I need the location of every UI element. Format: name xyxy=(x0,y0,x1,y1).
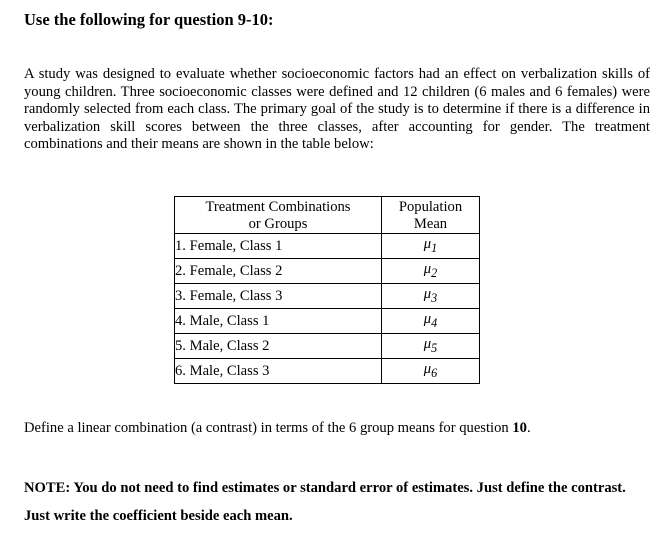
mean-cell xyxy=(382,284,480,309)
header-left-line1: Treatment Combinations xyxy=(205,199,351,215)
mean-index: 4 xyxy=(431,315,438,330)
heading: Use the following for question 9-10: xyxy=(24,10,274,29)
mean-cell xyxy=(382,259,480,284)
problem-paragraph: A study was designed to evaluate whether socioeconomic factors had an effect on verbalization skills of young children. Three socioeconomic classes were defined and 12 children (6 males and 6 females) were randomly selected from each class. The primary goal of the study is to determine if there is a difference in verbalization skill scores between the three classes, after accounting for gender. The treatment combinations and their means are shown in the table below: xyxy=(24,66,650,153)
header-left-line2: or Groups xyxy=(248,216,308,232)
mean-index: 6 xyxy=(431,365,438,380)
mean-index: 1 xyxy=(431,240,438,255)
header-right-line2: Mean xyxy=(413,216,448,232)
mean-symbol: μ xyxy=(423,361,432,378)
mean-symbol: μ xyxy=(423,311,432,328)
mean-symbol: μ xyxy=(423,336,432,353)
mean-cell xyxy=(382,359,480,384)
mean-cell xyxy=(382,334,480,359)
table-row xyxy=(175,334,480,359)
group-cell: 3. Female, Class 3 xyxy=(175,284,382,309)
group-cell: 4. Male, Class 1 xyxy=(175,309,382,334)
mean-index: 3 xyxy=(431,290,438,305)
group-cell: 1. Female, Class 1 xyxy=(175,234,382,259)
mean-symbol: μ xyxy=(423,261,432,278)
mean-symbol: μ xyxy=(423,286,432,303)
header-population-mean xyxy=(382,197,480,234)
table-row xyxy=(175,234,480,259)
group-cell: 2. Female, Class 2 xyxy=(175,259,382,284)
table-row xyxy=(175,359,480,384)
mean-symbol: μ xyxy=(423,236,432,253)
table-row xyxy=(175,284,480,309)
define-end: . xyxy=(526,420,531,436)
table-row xyxy=(175,259,480,284)
table-header-row xyxy=(175,197,480,234)
mean-cell xyxy=(382,309,480,334)
header-right-line1: Population xyxy=(398,199,463,215)
define-text: Define a linear combination (a contrast) in terms of the 6 group means for question xyxy=(24,420,513,436)
define-instruction xyxy=(24,420,531,437)
mean-cell xyxy=(382,234,480,259)
table-row xyxy=(175,309,480,334)
mean-index: 2 xyxy=(431,265,438,280)
treatment-table xyxy=(174,196,480,384)
header-treatment-combinations xyxy=(175,197,382,234)
mean-index: 5 xyxy=(431,340,438,355)
group-cell: 5. Male, Class 2 xyxy=(175,334,382,359)
note-text: NOTE: You do not need to find estimates or standard error of estimates. Just define the contrast. Just write the coefficient beside each mean. xyxy=(24,480,626,524)
define-question-number: 10 xyxy=(512,420,527,436)
group-cell: 6. Male, Class 3 xyxy=(175,359,382,384)
